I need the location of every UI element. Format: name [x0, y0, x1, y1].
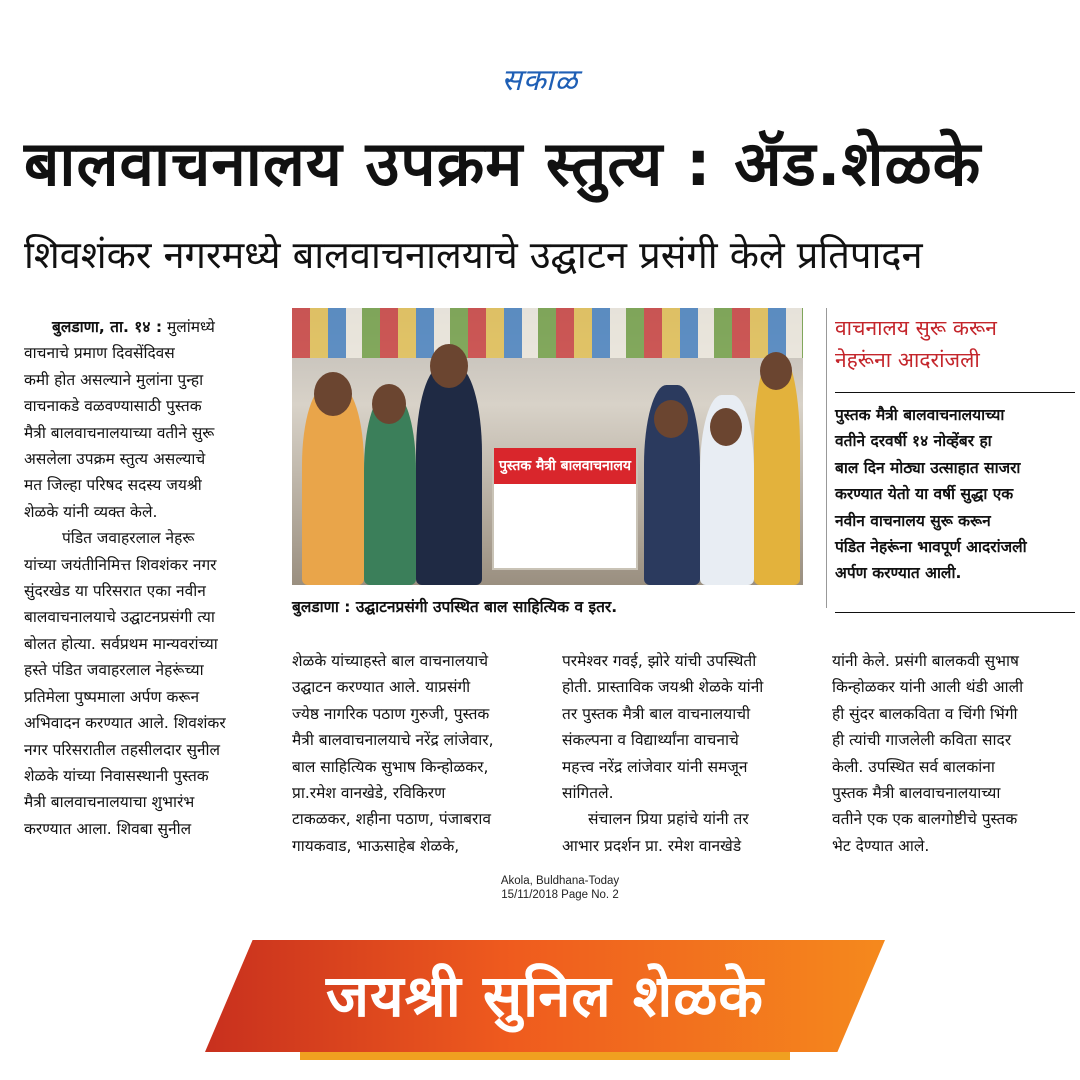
- column-line: बोलत होत्या. सर्वप्रथम मान्यवरांच्या: [24, 634, 218, 653]
- column-line: मैत्री बालवाचनालयाचे नरेंद्र लांजेवार,: [292, 731, 494, 750]
- child-head: [314, 372, 352, 416]
- child-figure: [416, 365, 482, 585]
- child-head: [760, 352, 792, 390]
- column-line: भेट देण्यात आले.: [832, 836, 930, 855]
- sidebar-heading: [835, 312, 1075, 376]
- newspaper-masthead: सकाळ: [501, 63, 579, 98]
- column-line: संचालन प्रिया प्रहांचे यांनी तर: [588, 810, 749, 829]
- child-head: [372, 384, 406, 424]
- column-line: पंडित जवाहरलाल नेहरू: [62, 529, 195, 548]
- child-head: [710, 408, 742, 446]
- sidebar-line: पुस्तक मैत्री बालवाचनालयाच्या: [835, 406, 1005, 424]
- library-banner: पुस्तक मैत्री बालवाचनालय: [494, 448, 636, 484]
- source-publication: Akola, Buldhana-Today: [500, 875, 620, 887]
- photo-caption: बुलडाणा : उद्घाटनप्रसंगी उपस्थित बाल साहित्यिक व इतर.: [292, 598, 618, 616]
- sidebar-line: करण्यात येतो या वर्षी सुद्धा एक: [835, 485, 1014, 504]
- source-footer: [460, 874, 660, 902]
- column-line: होती. प्रास्ताविक जयश्री शेळके यांनी: [562, 678, 764, 697]
- sidebar-top-rule: [826, 308, 827, 608]
- column-line: ही त्यांची गाजलेली कविता सादर: [832, 731, 1012, 750]
- column-line: गायकवाड, भाऊसाहेब शेळके,: [292, 836, 460, 855]
- column-line: यांनी केले. प्रसंगी बालकवी सुभाष: [832, 652, 1019, 670]
- column-line: वाचनाचे प्रमाण दिवसेंदिवस: [24, 344, 175, 363]
- sidebar-line: पंडित नेहरूंना भावपूर्ण आदरांजली: [835, 538, 1027, 557]
- column-line: वतीने एक एक बालगोष्टीचे पुस्तक: [832, 810, 1018, 829]
- sidebar-divider: [835, 392, 1075, 393]
- column-line: उद्घाटन करण्यात आले. याप्रसंगी: [292, 678, 471, 697]
- column-line: यांच्या जयंतीनिमित्त शिवशंकर नगर: [24, 555, 217, 574]
- child-head: [430, 344, 468, 388]
- column-line: मत जिल्हा परिषद सदस्य जयश्री: [24, 476, 202, 495]
- column-line: नगर परिसरातील तहसीलदार सुनील: [24, 740, 221, 759]
- column-line: शेळके यांच्याहस्ते बाल वाचनालयाचे: [292, 652, 489, 670]
- column-line: बाल साहित्यिक सुभाष किन्होळकर,: [292, 757, 489, 776]
- dateline: बुलडाणा, ता. १४ :: [52, 318, 163, 336]
- sidebar-heading-line: वाचनालय सुरू करून: [835, 316, 997, 340]
- column-line: प्रतिमेला पुष्पमाला अर्पण करून: [24, 687, 200, 706]
- column-line: मैत्री बालवाचनालयाच्या वतीने सुरू: [24, 423, 215, 442]
- column-line: वाचनाकडे वळवण्यासाठी पुस्तक: [24, 397, 202, 416]
- source-date-page: 15/11/2018 Page No. 2: [501, 889, 619, 901]
- library-display-box: [492, 446, 638, 570]
- name-banner-text: जयश्री सुनिल शेळके: [326, 962, 764, 1030]
- column-line: आभार प्रदर्शन प्रा. रमेश वानखेडे: [562, 836, 742, 855]
- column-line: प्रा.रमेश वानखेडे, रविकिरण: [292, 784, 446, 803]
- child-head: [654, 400, 688, 438]
- column-line: [24, 314, 274, 340]
- column-line: मैत्री बालवाचनालयाचा शुभारंभ: [24, 793, 195, 812]
- article-column-4: [832, 648, 1072, 859]
- headline: बालवाचनालय उपक्रम स्तुत्य : ॲड.शेळके: [24, 127, 982, 200]
- sidebar-line: वतीने दरवर्षी १४ नोव्हेंबर हा: [835, 432, 992, 451]
- sidebar-bottom-rule: [835, 612, 1075, 613]
- sidebar-line: अर्पण करण्यात आली.: [835, 564, 962, 583]
- sidebar-line: नवीन वाचनालय सुरू करून: [835, 511, 991, 530]
- sidebar-body: [835, 402, 1075, 587]
- article-column-2: [292, 648, 542, 859]
- column-line: सांगितले.: [562, 784, 614, 803]
- column-line: हस्ते पंडित जवाहरलाल नेहरूंच्या: [24, 661, 204, 680]
- column-line: टाकळकर, शहीना पठाण, पंजाबराव: [292, 810, 491, 829]
- column-line: तर पुस्तक मैत्री बाल वाचनालयाची: [562, 704, 751, 723]
- column-line: करण्यात आला. शिवबा सुनील: [24, 819, 192, 838]
- article-column-1: [24, 314, 274, 842]
- bookshelf-graphic: [292, 308, 803, 358]
- column-line: पुस्तक मैत्री बालवाचनालयाच्या: [832, 784, 1001, 803]
- article-column-3: [562, 648, 812, 859]
- column-line: परमेश्वर गवई, झोरे यांची उपस्थिती: [562, 652, 757, 670]
- column-line: ही सुंदर बालकविता व चिंगी भिंगी: [832, 704, 1018, 723]
- name-banner-underline: [300, 1052, 790, 1060]
- column-line: सुंदरखेड या परिसरात एका नवीन: [24, 582, 206, 601]
- column-line: किन्होळकर यांनी आली थंडी आली: [832, 678, 1024, 697]
- sidebar-line: बाल दिन मोठ्या उत्साहात साजरा: [835, 458, 1021, 477]
- column-line: केली. उपस्थित सर्व बालकांना: [832, 757, 995, 776]
- column-text: मुलांमध्ये: [166, 318, 215, 336]
- column-line: शेळके यांनी व्यक्त केले.: [24, 502, 158, 521]
- column-line: अभिवादन करण्यात आले. शिवशंकर: [24, 714, 226, 733]
- column-line: असलेला उपक्रम स्तुत्य असल्याचे: [24, 450, 206, 469]
- column-line: बालवाचनालयाचे उद्घाटनप्रसंगी त्या: [24, 608, 215, 627]
- column-line: महत्त्व नरेंद्र लांजेवार यांनी समजून: [562, 757, 748, 776]
- column-line: शेळके यांच्या निवासस्थानी पुस्तक: [24, 766, 209, 785]
- news-photo: [292, 308, 803, 585]
- column-line: कमी होत असल्याने मुलांना पुन्हा: [24, 370, 204, 389]
- subheadline: शिवशंकर नगरमध्ये बालवाचनालयाचे उद्घाटन प्रसंगी केले प्रतिपादन: [24, 233, 923, 277]
- column-line: संकल्पना व विद्यार्थ्यांना वाचनाचे: [562, 731, 739, 750]
- column-line: ज्येष्ठ नागरिक पठाण गुरुजी, पुस्तक: [292, 704, 490, 723]
- sidebar-heading-line: नेहरूंना आदरांजली: [835, 348, 980, 372]
